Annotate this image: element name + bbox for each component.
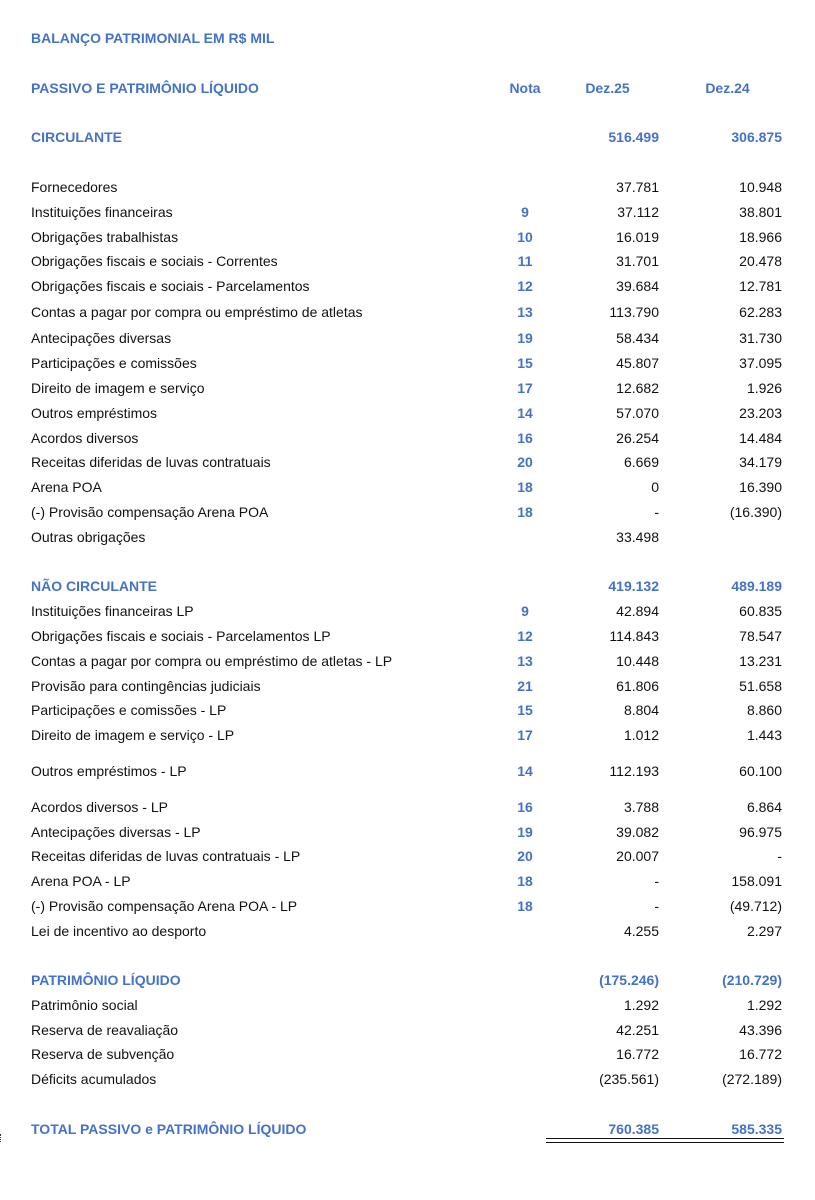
row-value-2024: 37.095 xyxy=(739,355,782,371)
row-label: Obrigações fiscais e sociais - Parcelamentos xyxy=(31,278,310,294)
row-value-2024: 78.547 xyxy=(739,628,782,644)
circulante-title: CIRCULANTE xyxy=(31,129,122,145)
total-double-rule-top xyxy=(546,1138,784,1139)
row-value-2025: 20.007 xyxy=(616,848,659,864)
row-value-2025: 4.255 xyxy=(623,923,659,939)
row-label: Receitas diferidas de luvas contratuais - LP xyxy=(31,848,301,864)
row-nota: 12 xyxy=(517,628,533,644)
row-label: Obrigações fiscais e sociais - Parcelamentos LP xyxy=(31,628,331,644)
row-label: Reserva de reavaliação xyxy=(31,1022,179,1038)
row-value-2025: 6.669 xyxy=(623,454,659,470)
row-value-2024: 14.484 xyxy=(739,430,782,446)
row-label: Contas a pagar por compra ou empréstimo de atletas - LP xyxy=(31,653,393,669)
row-value-2025: 37.781 xyxy=(616,179,659,195)
nao-circulante-title: NÃO CIRCULANTE xyxy=(31,578,157,594)
row-nota: 16 xyxy=(517,799,533,815)
row-value-2025: 16.019 xyxy=(616,229,659,245)
patrimonio-liquido-total-2025: (175.246) xyxy=(599,972,659,988)
row-nota: 17 xyxy=(517,727,533,743)
row-value-2025: 1.012 xyxy=(623,727,659,743)
row-value-2025: - xyxy=(654,504,659,520)
row-value-2025: 33.498 xyxy=(616,529,659,545)
page-margin-mark xyxy=(0,1134,3,1142)
row-label: Direito de imagem e serviço - LP xyxy=(31,727,235,743)
column-header-dez25: Dez.25 xyxy=(585,80,630,96)
row-value-2024: (16.390) xyxy=(729,504,782,520)
row-label: Receitas diferidas de luvas contratuais xyxy=(31,454,271,470)
row-value-2024: 96.975 xyxy=(739,824,782,840)
row-value-2024: - xyxy=(777,848,782,864)
row-value-2024: (272.189) xyxy=(722,1071,782,1087)
row-label: Direito de imagem e serviço xyxy=(31,380,205,396)
row-value-2024: 1.292 xyxy=(746,997,782,1013)
row-value-2024: 8.860 xyxy=(746,702,782,718)
row-value-2024: 18.966 xyxy=(739,229,782,245)
row-value-2025: 31.701 xyxy=(616,253,659,269)
row-nota: 10 xyxy=(517,229,533,245)
row-value-2024: 6.864 xyxy=(746,799,782,815)
row-label: Patrimônio social xyxy=(31,997,138,1013)
row-value-2024: 31.730 xyxy=(739,330,782,346)
row-value-2025: 112.193 xyxy=(609,763,659,779)
column-header-nota: Nota xyxy=(509,80,541,96)
row-value-2024: 20.478 xyxy=(739,253,782,269)
nao-circulante-total-2025: 419.132 xyxy=(608,578,659,594)
row-label: Participações e comissões - LP xyxy=(31,702,227,718)
row-value-2025: 0 xyxy=(651,479,659,495)
row-label: Déficits acumulados xyxy=(31,1071,157,1087)
row-value-2025: 39.082 xyxy=(616,824,659,840)
row-label: Acordos diversos - LP xyxy=(31,799,168,815)
circulante-total-2024: 306.875 xyxy=(731,129,782,145)
row-value-2024: 13.231 xyxy=(739,653,782,669)
row-value-2024: 12.781 xyxy=(739,278,782,294)
row-value-2025: 26.254 xyxy=(616,430,659,446)
total-label: TOTAL PASSIVO e PATRIMÔNIO LÍQUIDO xyxy=(31,1121,307,1137)
nao-circulante-total-2024: 489.189 xyxy=(731,578,782,594)
row-value-2025: 57.070 xyxy=(616,405,659,421)
row-value-2025: 58.434 xyxy=(616,330,659,346)
row-value-2024: 60.835 xyxy=(739,603,782,619)
document-title: BALANÇO PATRIMONIAL EM R$ MIL xyxy=(31,30,275,46)
row-value-2024: (49.712) xyxy=(729,898,782,914)
row-value-2025: (235.561) xyxy=(599,1071,659,1087)
row-nota: 14 xyxy=(517,763,533,779)
row-value-2025: 12.682 xyxy=(616,380,659,396)
row-nota: 14 xyxy=(517,405,533,421)
row-value-2024: 60.100 xyxy=(739,763,782,779)
row-value-2025: 37.112 xyxy=(617,204,659,220)
row-value-2025: 45.807 xyxy=(616,355,659,371)
row-value-2024: 23.203 xyxy=(739,405,782,421)
row-nota: 15 xyxy=(517,702,533,718)
row-value-2024: 62.283 xyxy=(739,304,782,320)
row-label: Fornecedores xyxy=(31,179,118,195)
row-value-2024: 43.396 xyxy=(739,1022,782,1038)
row-nota: 11 xyxy=(517,253,533,269)
row-value-2025: - xyxy=(654,898,659,914)
circulante-total-2025: 516.499 xyxy=(608,129,659,145)
row-value-2024: 1.926 xyxy=(746,380,782,396)
row-label: (-) Provisão compensação Arena POA - LP xyxy=(31,898,298,914)
row-value-2025: 8.804 xyxy=(623,702,659,718)
row-nota: 13 xyxy=(517,653,533,669)
row-nota: 18 xyxy=(517,873,533,889)
row-value-2025: 16.772 xyxy=(616,1046,659,1062)
row-nota: 15 xyxy=(517,355,533,371)
row-label: Participações e comissões xyxy=(31,355,197,371)
row-label: (-) Provisão compensação Arena POA xyxy=(31,504,269,520)
row-label: Outros empréstimos xyxy=(31,405,158,421)
row-nota: 18 xyxy=(517,504,533,520)
row-value-2025: 1.292 xyxy=(623,997,659,1013)
row-nota: 9 xyxy=(521,204,529,220)
row-label: Obrigações trabalhistas xyxy=(31,229,179,245)
row-label: Antecipações diversas - LP xyxy=(31,824,201,840)
row-label: Obrigações fiscais e sociais - Correntes xyxy=(31,253,278,269)
row-label: Instituições financeiras xyxy=(31,204,173,220)
row-value-2025: 3.788 xyxy=(623,799,659,815)
row-nota: 17 xyxy=(517,380,533,396)
row-value-2024: 38.801 xyxy=(739,204,782,220)
row-value-2025: 39.684 xyxy=(616,278,659,294)
row-label: Antecipações diversas xyxy=(31,330,172,346)
row-value-2024: 1.443 xyxy=(746,727,782,743)
row-value-2024: 158.091 xyxy=(731,873,782,889)
total-2025: 760.385 xyxy=(608,1121,659,1137)
row-nota: 9 xyxy=(521,603,529,619)
row-value-2025: 114.843 xyxy=(609,628,659,644)
row-value-2024: 16.390 xyxy=(739,479,782,495)
row-value-2025: 42.894 xyxy=(616,603,659,619)
row-value-2025: 113.790 xyxy=(609,304,659,320)
row-value-2024: 2.297 xyxy=(746,923,782,939)
row-value-2024: 10.948 xyxy=(739,179,782,195)
row-value-2025: 10.448 xyxy=(616,653,659,669)
row-value-2025: 42.251 xyxy=(616,1022,659,1038)
row-nota: 16 xyxy=(517,430,533,446)
row-nota: 19 xyxy=(517,824,533,840)
row-nota: 20 xyxy=(517,454,533,470)
patrimonio-liquido-title: PATRIMÔNIO LÍQUIDO xyxy=(31,972,181,988)
row-nota: 18 xyxy=(517,479,533,495)
total-2024: 585.335 xyxy=(731,1121,782,1137)
total-double-rule-bottom xyxy=(546,1142,784,1143)
row-nota: 13 xyxy=(517,304,533,320)
row-value-2025: 61.806 xyxy=(616,678,659,694)
row-label: Outras obrigações xyxy=(31,529,146,545)
column-header-dez24: Dez.24 xyxy=(705,80,750,96)
row-label: Arena POA - LP xyxy=(31,873,131,889)
row-nota: 18 xyxy=(517,898,533,914)
section-header: PASSIVO E PATRIMÔNIO LÍQUIDO xyxy=(31,80,259,96)
row-label: Outros empréstimos - LP xyxy=(31,763,187,779)
row-label: Instituições financeiras LP xyxy=(31,603,194,619)
row-nota: 21 xyxy=(517,678,533,694)
row-value-2024: 16.772 xyxy=(739,1046,782,1062)
row-label: Provisão para contingências judiciais xyxy=(31,678,261,694)
patrimonio-liquido-total-2024: (210.729) xyxy=(722,972,782,988)
row-label: Arena POA xyxy=(31,479,102,495)
row-label: Lei de incentivo ao desporto xyxy=(31,923,207,939)
row-value-2024: 34.179 xyxy=(739,454,782,470)
row-label: Acordos diversos xyxy=(31,430,139,446)
row-value-2025: - xyxy=(654,873,659,889)
row-value-2024: 51.658 xyxy=(739,678,782,694)
row-label: Reserva de subvenção xyxy=(31,1046,175,1062)
row-nota: 12 xyxy=(517,278,533,294)
row-nota: 19 xyxy=(517,330,533,346)
row-nota: 20 xyxy=(517,848,533,864)
row-label: Contas a pagar por compra ou empréstimo de atletas xyxy=(31,304,363,320)
